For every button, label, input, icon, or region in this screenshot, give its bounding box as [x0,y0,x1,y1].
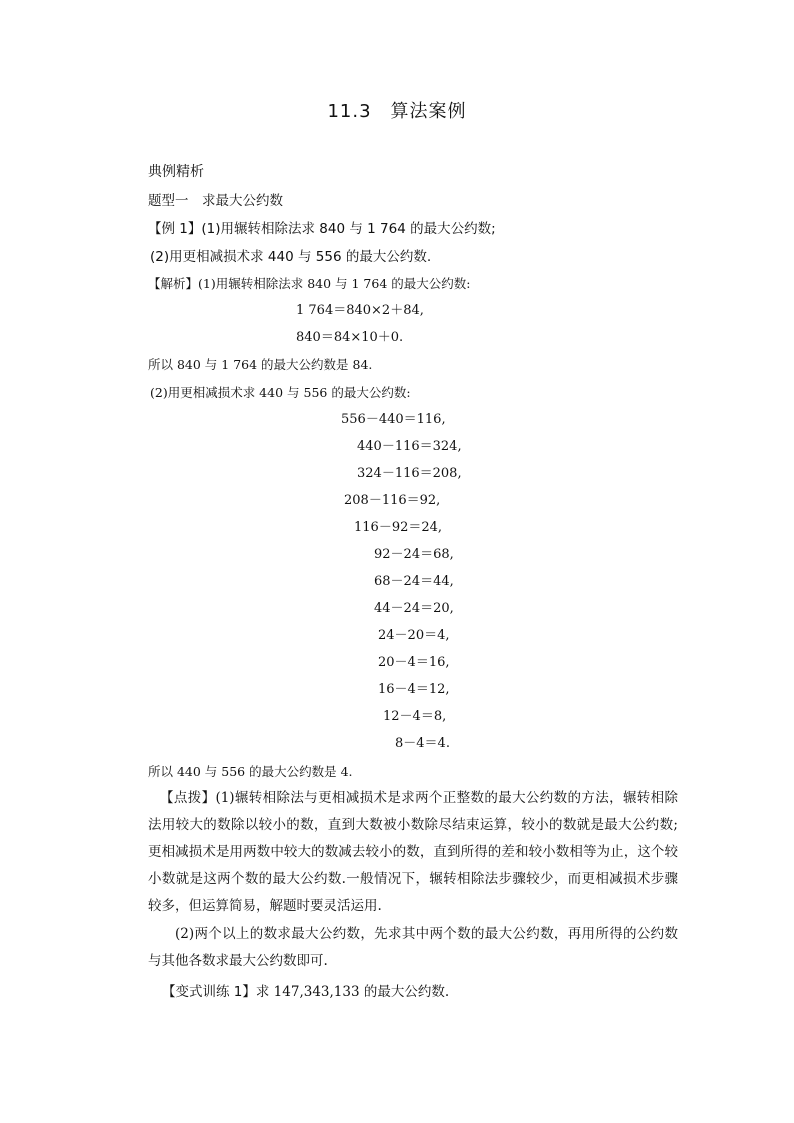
step-1: 556－440＝116, [341,412,446,427]
step-4: 208－116＝92, [344,493,441,508]
step-7: 68－24＝44, [374,574,454,589]
step-11: 16－4＝12, [378,682,450,697]
solution-tag: 【解析】 [148,276,199,291]
exercise-text: 求 147,343,133 的最大公约数. [255,984,450,1000]
step-10: 20－4＝16, [378,655,450,670]
example-tag: 【例 1】 [148,221,202,237]
step-3: 324－116＝208, [357,466,462,481]
solution-intro1 [148,275,470,293]
solution-conclusion1: 所以 840 与 1 764 的最大公约数是 84. [148,357,373,372]
example-part2: (2)用更相减损术求 440 与 556 的最大公约数. [150,249,432,265]
equation-2: 840＝84×10＋0. [296,330,404,345]
tip-paragraph-1 [148,785,678,920]
step-13: 8－4＝4. [395,736,450,751]
step-12: 12－4＝8, [383,709,447,724]
step-8: 44－24＝20, [374,601,454,616]
example-part1 [148,220,496,238]
step-6: 92－24＝68, [374,547,454,562]
solution-intro2: (2)用更相减损术求 440 与 556 的最大公约数: [150,385,411,400]
exercise-tag: 【变式训练 1】 [162,984,256,1000]
exercise-line [148,983,449,1001]
solution-intro1-text: (1)用辗转相除法求 840 与 1 764 的最大公约数: [198,276,471,291]
step-9: 24－20＝4, [378,628,450,643]
page-title: 11.3 算法案例 [327,101,467,122]
tip-paragraph-2: (2)两个以上的数求最大公约数，先求其中两个数的最大公约数，再用所得的公约数与其他各数求最大公约数即可. [148,926,678,969]
step-2: 440－116＝324, [357,439,462,454]
tip-p1-text: (1)辗转相除法与更相减损术是求两个正整数的最大公约数的方法，辗转相除法用较大的数除以较小的数，直到大数被小数除尽结束运算，较小的数就是最大公约数;更相减损术是用两数中较大的数减去较小的数，直到所得的差和较小数相等为止，这个较小数就是这两个数的最大公约数.一般情况下，辗转相除法步骤较少，而更相减损术步骤较多，但运算简易，解题时要灵活运用. [148,790,679,914]
section-heading: 典例精析 [148,164,204,180]
equation-1: 1 764＝840×2＋84, [296,303,424,318]
tip-tag: 【点拨】 [160,790,216,806]
type-heading: 题型一 求最大公约数 [148,193,283,209]
solution-conclusion2: 所以 440 与 556 的最大公约数是 4. [148,764,353,779]
example-part1-text: (1)用辗转相除法求 840 与 1 764 的最大公约数; [201,221,496,237]
step-5: 116－92＝24, [354,520,443,535]
